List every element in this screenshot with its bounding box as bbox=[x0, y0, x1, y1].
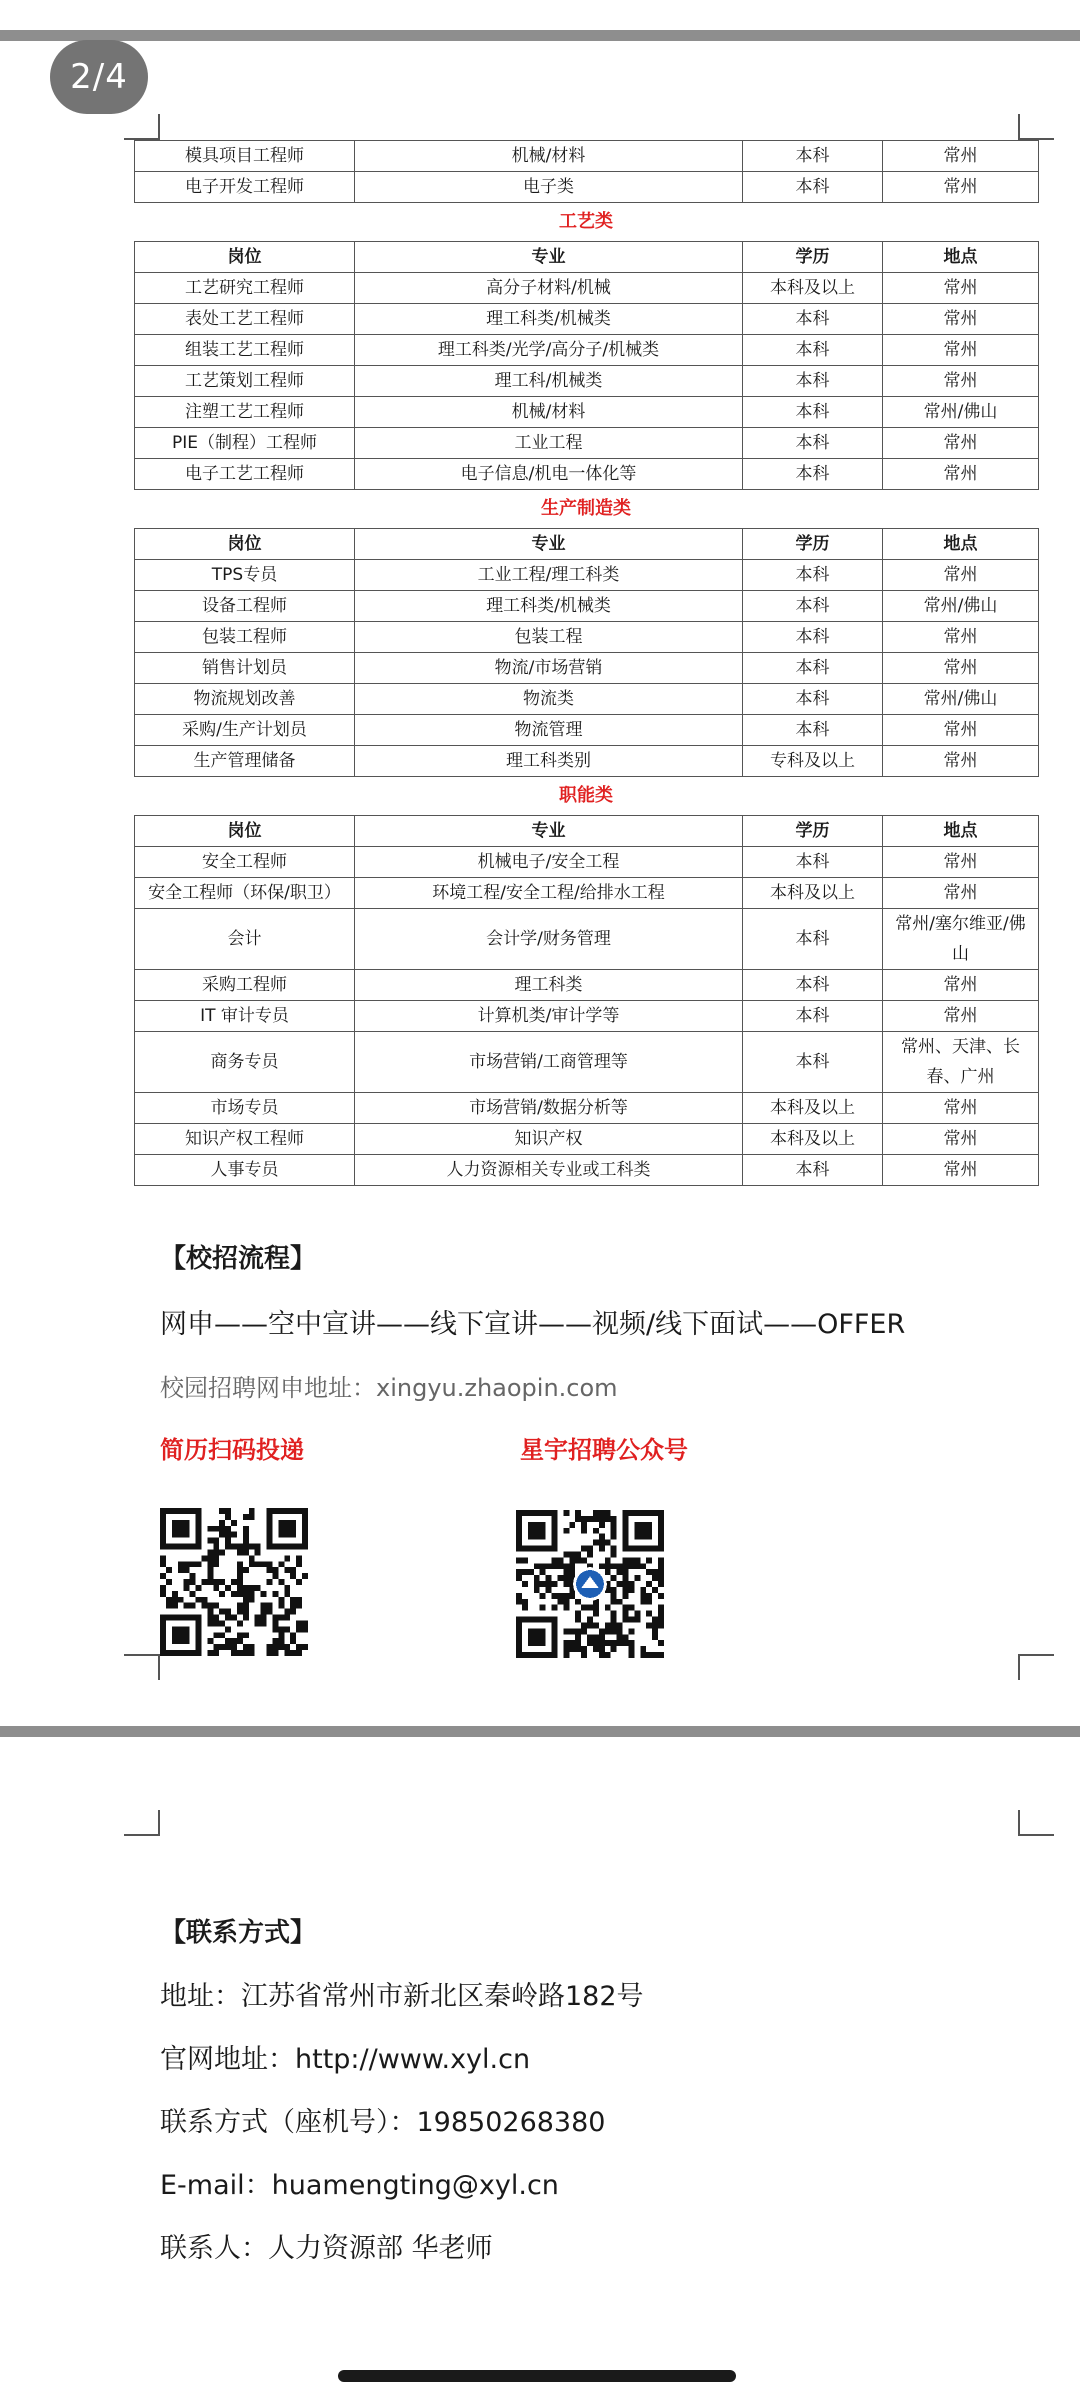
degree-cell: 本科 bbox=[743, 591, 883, 622]
table-row bbox=[135, 591, 1039, 622]
major-cell: 人力资源相关专业或工科类 bbox=[355, 1155, 743, 1186]
degree-cell: 本科 bbox=[743, 715, 883, 746]
location-cell: 常州 bbox=[883, 847, 1039, 878]
table-row bbox=[135, 273, 1039, 304]
table-header-row bbox=[135, 816, 1039, 847]
location-cell: 常州 bbox=[883, 622, 1039, 653]
table-row bbox=[135, 1001, 1039, 1032]
location-cell: 常州/佛山 bbox=[883, 684, 1039, 715]
recruit-flow-title: 【校招流程】 bbox=[160, 1244, 317, 1274]
major-cell: 理工科类 bbox=[355, 970, 743, 1001]
section-title: 职能类 bbox=[559, 785, 613, 806]
contact-phone[interactable]: 联系方式（座机号）：19850268380 bbox=[160, 2107, 606, 2138]
location-cell: 常州 bbox=[883, 1093, 1039, 1124]
job-table bbox=[134, 528, 1039, 777]
position-cell: 市场专员 bbox=[135, 1093, 355, 1124]
location-cell: 常州 bbox=[883, 1001, 1039, 1032]
position-cell: 知识产权工程师 bbox=[135, 1124, 355, 1155]
major-cell: 电子类 bbox=[355, 172, 743, 203]
major-cell: 环境工程/安全工程/给排水工程 bbox=[355, 878, 743, 909]
table-row bbox=[135, 653, 1039, 684]
degree-cell: 本科 bbox=[743, 459, 883, 490]
wechat-qr-label: 星宇招聘公众号 bbox=[520, 1436, 688, 1464]
major-cell: 理工科类/机械类 bbox=[355, 591, 743, 622]
table-row bbox=[135, 560, 1039, 591]
header-position: 岗位 bbox=[135, 242, 355, 273]
position-cell: 商务专员 bbox=[135, 1032, 355, 1093]
crop-mark-bottom-right bbox=[1018, 1654, 1054, 1680]
position-cell: 工艺策划工程师 bbox=[135, 366, 355, 397]
header-degree: 学历 bbox=[743, 816, 883, 847]
table-row bbox=[135, 304, 1039, 335]
section-title: 生产制造类 bbox=[541, 498, 631, 519]
degree-cell: 本科 bbox=[743, 1155, 883, 1186]
degree-cell: 本科 bbox=[743, 335, 883, 366]
position-cell: 设备工程师 bbox=[135, 591, 355, 622]
position-cell: 电子工艺工程师 bbox=[135, 459, 355, 490]
major-cell: 物流管理 bbox=[355, 715, 743, 746]
position-cell: 包装工程师 bbox=[135, 622, 355, 653]
degree-cell: 本科 bbox=[743, 684, 883, 715]
major-cell: 高分子材料/机械 bbox=[355, 273, 743, 304]
table-row bbox=[135, 172, 1039, 203]
position-cell: 人事专员 bbox=[135, 1155, 355, 1186]
contact-title: 【联系方式】 bbox=[160, 1918, 317, 1948]
location-cell: 常州 bbox=[883, 653, 1039, 684]
location-cell: 常州 bbox=[883, 878, 1039, 909]
crop-mark-top-right-page3 bbox=[1018, 1810, 1054, 1836]
degree-cell: 本科 bbox=[743, 1001, 883, 1032]
header-degree: 学历 bbox=[743, 529, 883, 560]
section-title: 工艺类 bbox=[559, 211, 613, 232]
location-cell: 常州、天津、长春、广州 bbox=[883, 1032, 1039, 1093]
position-cell: 采购/生产计划员 bbox=[135, 715, 355, 746]
table-row bbox=[135, 622, 1039, 653]
table-row bbox=[135, 970, 1039, 1001]
table-row bbox=[135, 397, 1039, 428]
major-cell: 市场营销/工商管理等 bbox=[355, 1032, 743, 1093]
location-cell: 常州 bbox=[883, 560, 1039, 591]
header-position: 岗位 bbox=[135, 529, 355, 560]
major-cell: 工业工程/理工科类 bbox=[355, 560, 743, 591]
contact-website[interactable]: 官网地址：http://www.xyl.cn bbox=[160, 2044, 531, 2075]
header-degree: 学历 bbox=[743, 242, 883, 273]
position-cell: 表处工艺工程师 bbox=[135, 304, 355, 335]
table-row bbox=[135, 1032, 1039, 1093]
table-header-row bbox=[135, 242, 1039, 273]
header-location: 地点 bbox=[883, 816, 1039, 847]
header-major: 专业 bbox=[355, 242, 743, 273]
major-cell: 包装工程 bbox=[355, 622, 743, 653]
position-cell: 会计 bbox=[135, 909, 355, 970]
header-position: 岗位 bbox=[135, 816, 355, 847]
degree-cell: 本科 bbox=[743, 397, 883, 428]
position-cell: 工艺研究工程师 bbox=[135, 273, 355, 304]
degree-cell: 本科 bbox=[743, 560, 883, 591]
position-cell: 电子开发工程师 bbox=[135, 172, 355, 203]
location-cell: 常州 bbox=[883, 172, 1039, 203]
header-location: 地点 bbox=[883, 242, 1039, 273]
degree-cell: 本科及以上 bbox=[743, 1093, 883, 1124]
header-location: 地点 bbox=[883, 529, 1039, 560]
major-cell: 物流/市场营销 bbox=[355, 653, 743, 684]
position-cell: 安全工程师（环保/职卫） bbox=[135, 878, 355, 909]
contact-person: 联系人：人力资源部 华老师 bbox=[160, 2233, 493, 2264]
continued-table bbox=[134, 140, 1039, 203]
table-row bbox=[135, 428, 1039, 459]
location-cell: 常州 bbox=[883, 428, 1039, 459]
resume-qr-label: 简历扫码投递 bbox=[160, 1436, 304, 1464]
position-cell: TPS专员 bbox=[135, 560, 355, 591]
position-cell: 生产管理储备 bbox=[135, 746, 355, 777]
location-cell: 常州 bbox=[883, 335, 1039, 366]
degree-cell: 本科 bbox=[743, 141, 883, 172]
page-separator-top bbox=[0, 30, 1080, 41]
location-cell: 常州 bbox=[883, 746, 1039, 777]
crop-mark-top-left bbox=[124, 114, 160, 140]
major-cell: 工业工程 bbox=[355, 428, 743, 459]
table-row bbox=[135, 1093, 1039, 1124]
contact-email[interactable]: E-mail：huamengting@xyl.cn bbox=[160, 2170, 559, 2201]
degree-cell: 本科 bbox=[743, 622, 883, 653]
degree-cell: 本科 bbox=[743, 653, 883, 684]
header-major: 专业 bbox=[355, 529, 743, 560]
resume-qr-code[interactable] bbox=[160, 1508, 308, 1656]
document-body bbox=[134, 140, 1038, 1186]
position-cell: 安全工程师 bbox=[135, 847, 355, 878]
major-cell: 机械电子/安全工程 bbox=[355, 847, 743, 878]
job-table bbox=[134, 241, 1039, 490]
location-cell: 常州 bbox=[883, 1124, 1039, 1155]
table-row bbox=[135, 847, 1039, 878]
table-row bbox=[135, 715, 1039, 746]
position-cell: 组装工艺工程师 bbox=[135, 335, 355, 366]
position-cell: PIE（制程）工程师 bbox=[135, 428, 355, 459]
table-header-row bbox=[135, 529, 1039, 560]
position-cell: 模具项目工程师 bbox=[135, 141, 355, 172]
major-cell: 机械/材料 bbox=[355, 141, 743, 172]
location-cell: 常州 bbox=[883, 1155, 1039, 1186]
degree-cell: 本科 bbox=[743, 1032, 883, 1093]
location-cell: 常州 bbox=[883, 970, 1039, 1001]
major-cell: 会计学/财务管理 bbox=[355, 909, 743, 970]
major-cell: 理工科类/光学/高分子/机械类 bbox=[355, 335, 743, 366]
position-cell: 注塑工艺工程师 bbox=[135, 397, 355, 428]
location-cell: 常州 bbox=[883, 715, 1039, 746]
page-indicator-badge: 2/4 bbox=[50, 40, 148, 114]
location-cell: 常州 bbox=[883, 273, 1039, 304]
table-row bbox=[135, 366, 1039, 397]
major-cell: 机械/材料 bbox=[355, 397, 743, 428]
degree-cell: 本科 bbox=[743, 909, 883, 970]
location-cell: 常州/佛山 bbox=[883, 397, 1039, 428]
contact-address: 地址：江苏省常州市新北区秦岭路182号 bbox=[160, 1981, 644, 2012]
position-cell: 采购工程师 bbox=[135, 970, 355, 1001]
location-cell: 常州/塞尔维亚/佛山 bbox=[883, 909, 1039, 970]
major-cell: 物流类 bbox=[355, 684, 743, 715]
job-table bbox=[134, 815, 1039, 1186]
location-cell: 常州/佛山 bbox=[883, 591, 1039, 622]
degree-cell: 本科及以上 bbox=[743, 878, 883, 909]
degree-cell: 本科 bbox=[743, 428, 883, 459]
apply-url-text[interactable]: 校园招聘网申地址：xingyu.zhaopin.com bbox=[160, 1374, 618, 1402]
degree-cell: 本科 bbox=[743, 970, 883, 1001]
degree-cell: 专科及以上 bbox=[743, 746, 883, 777]
wechat-qr-code[interactable] bbox=[516, 1510, 664, 1658]
crop-mark-bottom-left bbox=[124, 1654, 160, 1680]
position-cell: 销售计划员 bbox=[135, 653, 355, 684]
major-cell: 理工科/机械类 bbox=[355, 366, 743, 397]
degree-cell: 本科 bbox=[743, 172, 883, 203]
major-cell: 计算机类/审计学等 bbox=[355, 1001, 743, 1032]
table-row bbox=[135, 459, 1039, 490]
table-row bbox=[135, 141, 1039, 172]
table-row bbox=[135, 1155, 1039, 1186]
table-row bbox=[135, 1124, 1039, 1155]
table-row bbox=[135, 909, 1039, 970]
degree-cell: 本科 bbox=[743, 847, 883, 878]
crop-mark-top-left-page3 bbox=[124, 1810, 160, 1836]
major-cell: 知识产权 bbox=[355, 1124, 743, 1155]
position-cell: IT 审计专员 bbox=[135, 1001, 355, 1032]
major-cell: 电子信息/机电一体化等 bbox=[355, 459, 743, 490]
table-row bbox=[135, 684, 1039, 715]
home-indicator[interactable] bbox=[338, 2370, 736, 2382]
degree-cell: 本科及以上 bbox=[743, 1124, 883, 1155]
table-row bbox=[135, 335, 1039, 366]
major-cell: 市场营销/数据分析等 bbox=[355, 1093, 743, 1124]
header-major: 专业 bbox=[355, 816, 743, 847]
position-cell: 物流规划改善 bbox=[135, 684, 355, 715]
major-cell: 理工科类别 bbox=[355, 746, 743, 777]
degree-cell: 本科 bbox=[743, 304, 883, 335]
degree-cell: 本科及以上 bbox=[743, 273, 883, 304]
table-row bbox=[135, 746, 1039, 777]
location-cell: 常州 bbox=[883, 304, 1039, 335]
degree-cell: 本科 bbox=[743, 366, 883, 397]
recruit-flow-steps: 网申——空中宣讲——线下宣讲——视频/线下面试——OFFER bbox=[160, 1309, 906, 1340]
location-cell: 常州 bbox=[883, 366, 1039, 397]
location-cell: 常州 bbox=[883, 459, 1039, 490]
table-row bbox=[135, 878, 1039, 909]
crop-mark-top-right bbox=[1018, 114, 1054, 140]
major-cell: 理工科类/机械类 bbox=[355, 304, 743, 335]
location-cell: 常州 bbox=[883, 141, 1039, 172]
page-separator-mid bbox=[0, 1726, 1080, 1737]
